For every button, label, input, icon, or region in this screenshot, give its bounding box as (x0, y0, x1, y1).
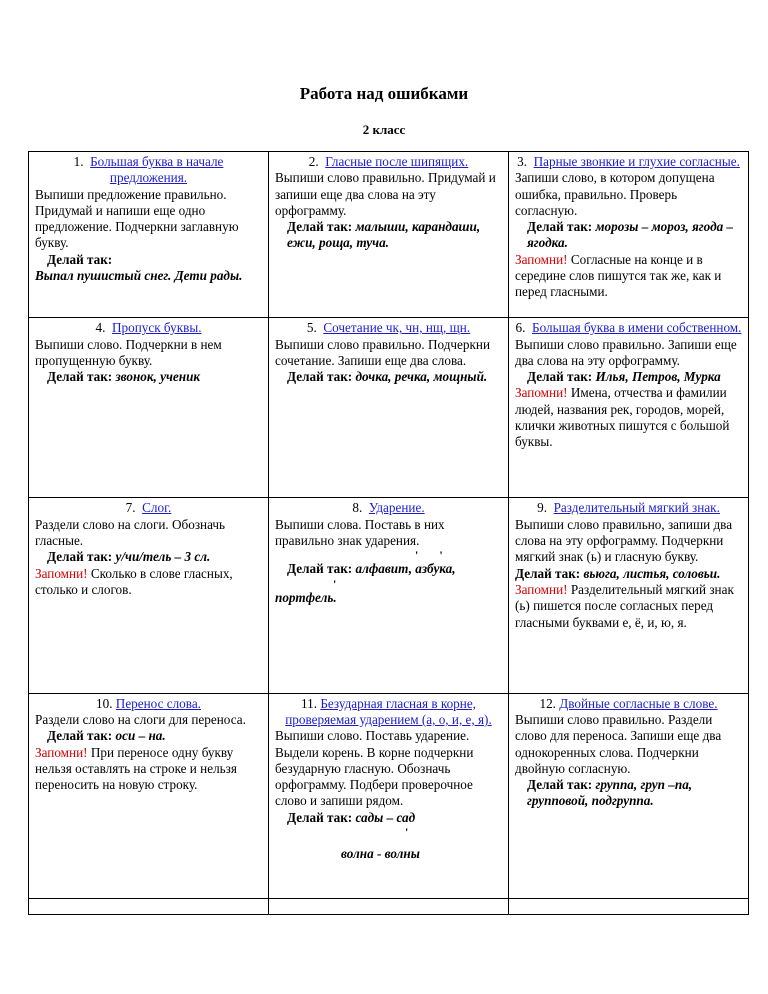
remember-text: Согласные на конце и в середине слов пишутся так же, как и перед гласными. (515, 251, 722, 300)
do-label: Делай так: (47, 369, 113, 385)
rule-instruction: Запиши слово, в котором допущена ошибка, правильно. Проверь согласную. (515, 170, 715, 218)
rule-heading: Разделительный мягкий знак. (553, 500, 720, 516)
rule-instruction: Выпиши слово. Подчеркни в нем пропущенную букву. (35, 336, 222, 368)
rule-instruction: Раздели слово на слоги для переноса. (35, 711, 246, 727)
do-label: Делай так: (47, 728, 113, 744)
do-label: Делай так: (287, 219, 353, 235)
rule-heading: Парные звонкие и глухие согласные. (533, 154, 740, 169)
rule-cell-2 (269, 152, 509, 318)
rule-number: 12. (539, 695, 556, 711)
rule-number: 9. (537, 500, 547, 516)
rule-heading: Ударение. (368, 500, 425, 516)
remember-label: Запомни! (515, 385, 568, 401)
stress-mark: ' (333, 576, 337, 591)
do-example: оси – на. (115, 728, 166, 744)
rule-cell-10 (29, 693, 269, 898)
rule-number: 5. (306, 320, 317, 336)
rule-cell-8 (269, 498, 509, 693)
remember-label: Запомни! (35, 565, 88, 581)
empty-cell (29, 898, 269, 914)
do-example: Илья, Петров, Мурка (595, 369, 721, 385)
remember-label: Запомни! (515, 581, 568, 597)
empty-cell (269, 898, 509, 914)
do-label: Делай так: (527, 219, 593, 235)
rule-cell-11 (269, 693, 509, 898)
rule-instruction: Выпиши слово правильно, запиши два слова на эту орфограмму. Подчеркни мягкий знак (ь) и гласную букву. (515, 516, 733, 565)
remember-text: Имена, отчества и фамилии людей, названия рек, городов, морей, клички животных пишутся с большой буквы. (515, 385, 730, 450)
rule-number: 4. (95, 320, 106, 336)
rule-cell-5 (269, 318, 509, 498)
rule-heading: Слог. (142, 500, 172, 516)
do-label: Делай так: (515, 565, 581, 581)
rule-heading: Сочетание чк, чн, нщ, щн. (323, 320, 471, 336)
rule-heading: Перенос слова. (115, 695, 201, 711)
do-label: Делай так: (527, 369, 593, 385)
do-example: морозы – мороз, ягода – ягодка. (527, 219, 734, 251)
do-label: Делай так: (527, 777, 593, 793)
do-example-2: портфель. (275, 589, 337, 605)
rules-table (28, 151, 749, 915)
rule-instruction: Выпиши предложение правильно. Придумай и напиши еще одно предложение. Подчеркни заглавную букву. (35, 186, 239, 251)
rule-number: 7. (125, 500, 136, 516)
rule-cell-7 (29, 498, 269, 693)
do-example: группа, груп –па, групповой, подгруппа. (527, 777, 693, 809)
do-example: у/чи/тель – 3 сл. (115, 549, 211, 565)
rule-number: 10. (96, 695, 113, 711)
rule-heading: Большая буква в начале предложения. (90, 154, 224, 186)
remember-label: Запомни! (35, 744, 88, 760)
rule-instruction: Выпиши слово. Поставь ударение. Выдели корень. В корне подчеркни безударную гласную. Обозначь орфограмму. Подбери проверочное слово и запиши рядом. (275, 728, 474, 809)
rule-instruction: Раздели слово на слоги. Обозначь гласные. (35, 516, 226, 549)
remember-text: Разделительный мягкий знак (ь) пишется после согласных перед гласными буквами е, ё, и, ю, я. (515, 581, 734, 630)
rule-number: 6. (515, 320, 526, 336)
do-example: вьюга, листья, соловьи. (583, 565, 721, 581)
stress-mark: ' ' (415, 548, 443, 563)
do-example: звонок, ученик (115, 369, 201, 385)
empty-cell (509, 898, 749, 914)
do-example: малыши, карандаши, ежи, роща, туча. (287, 219, 481, 251)
do-example-2: волна - волны (341, 846, 420, 862)
page-title: Работа над ошибками (299, 84, 469, 103)
rule-instruction: Выпиши слово правильно. Подчеркни сочетание. Запиши еще два слова. (275, 336, 491, 368)
rule-cell-1 (29, 152, 269, 318)
do-label: Делай так: (287, 809, 353, 825)
rule-heading: Гласные после шипящих. (325, 154, 469, 169)
rule-number: 8. (352, 500, 363, 516)
do-example: дочка, речка, мощный. (355, 369, 488, 385)
rule-cell-3 (509, 152, 749, 318)
stress-mark: ' (405, 825, 409, 840)
do-example: Выпал пушистый снег. Дети рады. (35, 268, 243, 284)
rule-heading: Пропуск буквы. (111, 320, 202, 336)
rule-heading: Большая буква в имени собственном. (532, 320, 742, 336)
rule-cell-6 (509, 318, 749, 498)
do-example: сады – сад (355, 809, 416, 825)
rule-heading: Двойные согласные в слове. (559, 695, 718, 711)
rule-cell-12 (509, 693, 749, 898)
do-example: алфавит, азбука, (355, 561, 456, 577)
rule-heading: Безударная гласная в корне, проверяемая ударением (а, о, и, е, я). (285, 695, 492, 727)
do-label: Делай так: (47, 251, 113, 267)
do-label: Делай так: (287, 369, 353, 385)
rule-instruction: Выпиши слово правильно. Раздели слово для переноса. Запиши еще два однокоренных слова. Подчеркни двойную согласную. (515, 711, 722, 776)
remember-text: При переносе одну букву нельзя оставлять на строке и нельзя переносить на новую строку. (35, 744, 237, 793)
remember-label: Запомни! (515, 251, 568, 267)
rule-number: 1. (73, 154, 84, 169)
rule-number: 2. (308, 154, 319, 169)
rule-instruction: Выпиши слово правильно. Придумай и запиши еще два слова на эту орфограмму. (275, 170, 496, 218)
rule-cell-4 (29, 318, 269, 498)
do-label: Делай так: (287, 561, 353, 577)
grade-label: 2 класс (362, 122, 406, 137)
remember-text: Сколько в слове гласных, столько и слогов. (35, 565, 233, 597)
do-label: Делай так: (47, 549, 113, 565)
rule-number: 3. (517, 154, 528, 169)
rule-number: 11. (301, 695, 318, 711)
rule-instruction: Выпиши слово правильно. Запиши еще два слова на эту орфограмму. (515, 336, 737, 368)
rule-cell-9 (509, 498, 749, 693)
rule-instruction: Выпиши слова. Поставь в них правильно знак ударения. (275, 516, 445, 549)
